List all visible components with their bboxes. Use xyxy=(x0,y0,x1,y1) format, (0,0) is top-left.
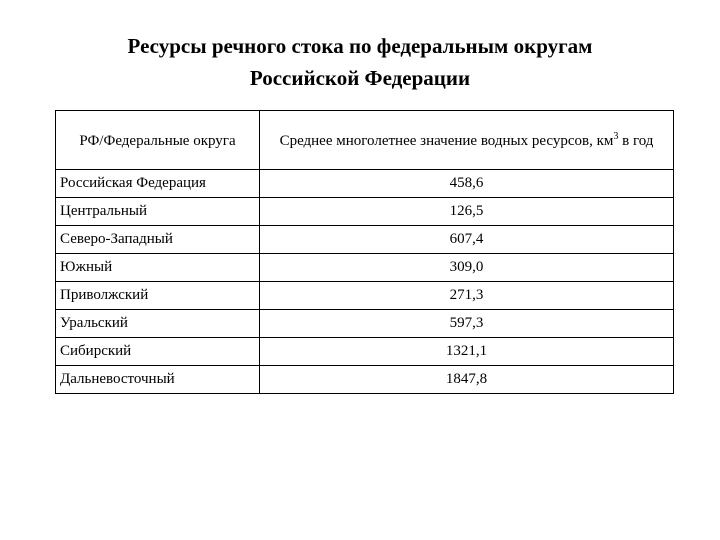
header-region: РФ/Федеральные округа xyxy=(56,111,260,170)
title-line-2: Российской Федерации xyxy=(249,66,471,90)
table-row xyxy=(56,254,674,282)
table-row xyxy=(56,338,674,366)
row-value: 458,6 xyxy=(260,170,674,198)
header-value-text: Среднее многолетнее значение водных ресурсов, км xyxy=(279,133,614,149)
row-region: Приволжский xyxy=(56,282,260,310)
table-row xyxy=(56,282,674,310)
table-row xyxy=(56,226,674,254)
title-line-1: Ресурсы речного стока по федеральным округам xyxy=(127,34,593,58)
row-value: 309,0 xyxy=(260,254,674,282)
table-row xyxy=(56,310,674,338)
table-row xyxy=(56,366,674,394)
row-value: 1321,1 xyxy=(260,338,674,366)
row-region: Северо-Западный xyxy=(56,226,260,254)
row-region: Южный xyxy=(56,254,260,282)
row-region: Дальневосточный xyxy=(56,366,260,394)
header-value xyxy=(260,111,674,170)
header-row xyxy=(56,111,674,170)
header-value-superscript: 3 xyxy=(613,131,619,142)
table-row xyxy=(56,170,674,198)
page-title xyxy=(0,30,720,94)
header-value-unit: в год xyxy=(618,133,654,149)
row-region: Сибирский xyxy=(56,338,260,366)
row-value: 126,5 xyxy=(260,198,674,226)
row-region: Российская Федерация xyxy=(56,170,260,198)
row-value: 271,3 xyxy=(260,282,674,310)
row-value: 1847,8 xyxy=(260,366,674,394)
row-region: Уральский xyxy=(56,310,260,338)
table-row xyxy=(56,198,674,226)
water-resources-table xyxy=(55,110,674,394)
table-header xyxy=(56,111,674,170)
row-value: 597,3 xyxy=(260,310,674,338)
row-region: Центральный xyxy=(56,198,260,226)
row-value: 607,4 xyxy=(260,226,674,254)
table-body xyxy=(56,170,674,394)
